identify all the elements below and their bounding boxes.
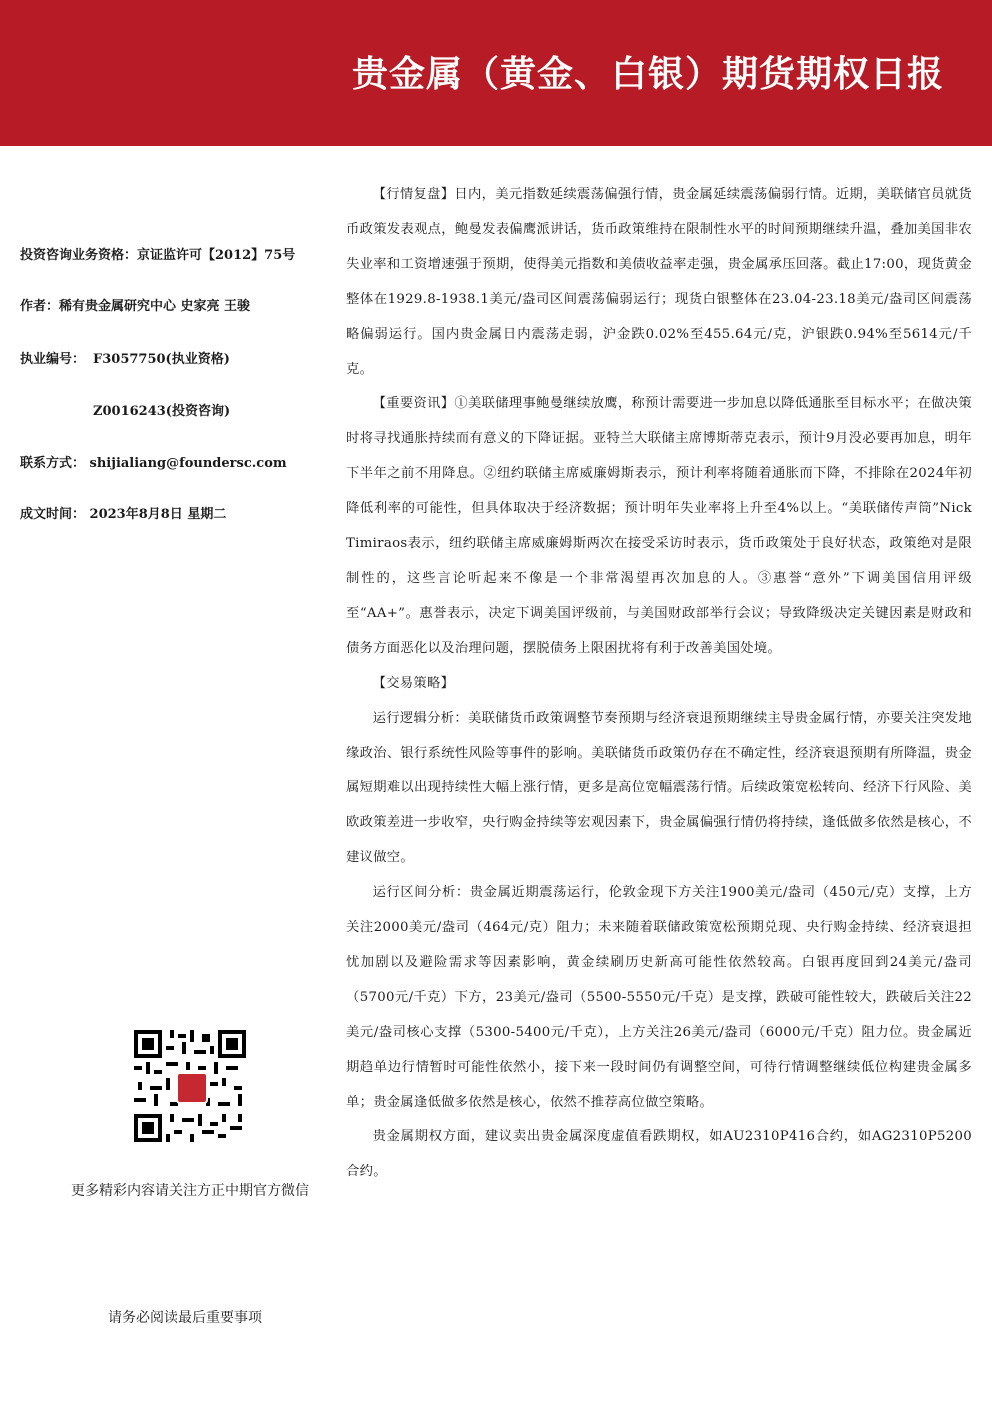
license-label: 执业编号：	[20, 352, 86, 367]
important-news-paragraph: 【重要资讯】①美联储理事鲍曼继续放鹰，称预计需要进一步加息以降低通胀至目标水平；在做决策时将寻找通胀持续而有意义的下降证据。亚特兰大联储主席博斯蒂克表示，预计9月没必要再加息，明年下半年之前不用降息。②纽约联储主席威廉姆斯表示，预计利率将随着通胀而下降，不排除在2024年初降低利率的可能性，但具体取决于经济数据；预计明年失业率将上升至4%以上。“美联储传声筒”Nick Timiraos表示，纽约联储主席威廉姆斯两次在接受采访时表示，货币政策处于良好状态，政策绝对是限制性的，这些言论听起来不像是一个非常渴望再次加息的人。③惠誉“意外”下调美国信用评级至“AA+”。惠誉表示，决定下调美国评级前，与美国财政部举行会议；导致降级决定关键因素是财政和债务方面恶化以及治理问题，摆脱债务上限困扰将有利于改善美国处境。	[346, 396, 972, 656]
logic-analysis-paragraph: 运行逻辑分析：美联储货币政策调整节奏预期与经济衰退预期继续主导贵金属行情，亦要关注突发地缘政治、银行系统性风险等事件的影响。美联储货币政策仍存在不确定性，经济衰退预期有所降温，贵金属短期难以出现持续性大幅上涨行情，更多是高位宽幅震荡行情。后续政策宽松转向、经济下行风险、美欧政策差进一步收窄，央行购金持续等宏观因素下，贵金属偏强行情仍将持续，逢低做多依然是核心，不建议做空。	[346, 710, 972, 866]
contact-line: 联系方式： shijialiang@foundersc.com	[20, 456, 287, 471]
wechat-qr-code	[134, 1030, 246, 1142]
options-paragraph: 贵金属期权方面，建议卖出贵金属深度虚值看跌期权，如AU2310P416合约，如AG2310P5200合约。	[346, 1129, 972, 1180]
author-line: 作者：稀有贵金属研究中心 史家亮 王骏	[20, 299, 251, 314]
range-analysis-paragraph: 运行区间分析：贵金属近期震荡运行，伦敦金现下方关注1900美元/盎司（450元/克）支撑，上方关注2000美元/盎司（464元/克）阻力；未来随着联储政策宽松预期兑现、央行购金持续、经济衰退担忧加剧以及避险需求等因素影响，黄金续刷历史新高可能性依然较高。白银再度回到24美元/盎司（5700元/千克）下方，23美元/盎司（5500-5550元/千克）是支撑，跌破可能性较大，跌破后关注22美元/盎司核心支撑（5300-5400元/千克），上方关注26美元/盎司（6000元/千克）阻力位。贵金属近期趋单边行情暂时可能性依然小，接下来一段时间仍有调整空间，可待行情调整继续低位构建贵金属多单；贵金属逢低做多依然是核心，依然不推荐高位做空策略。	[346, 885, 972, 1110]
brand-logo-icon	[176, 1072, 208, 1104]
market-review-paragraph: 【行情复盘】日内，美元指数延续震荡偏强行情，贵金属延续震荡偏弱行情。近期，美联储官员就货币政策发表观点，鲍曼发表偏鹰派讲话，货币政策维持在限制性水平的时间预期继续升温，叠加美国非农失业率和工资增速强于预期，使得美元指数和美债收益率走强，贵金属承压回落。截止17:00，现货黄金整体在1929.8-1938.1美元/盎司区间震荡偏弱运行；现货白银整体在23.04-23.18美元/盎司区间震荡略偏弱运行。国内贵金属日内震荡走弱，沪金跌0.02%至455.64元/克，沪银跌0.94%至5614元/千克。	[346, 187, 972, 377]
qualification-line: 投资咨询业务资格：京证监许可【2012】75号	[20, 248, 296, 263]
report-title: 贵金属（黄金、白银）期货期权日报	[351, 54, 944, 95]
report-body	[346, 178, 972, 1190]
qr-caption: 更多精彩内容请关注方正中期官方微信	[71, 1183, 309, 1199]
license-number-2: Z0016243(投资咨询)	[93, 404, 231, 419]
report-header	[0, 0, 992, 146]
license-number-1: F3057750(执业资格)	[93, 352, 230, 367]
strategy-heading: 【交易策略】	[372, 675, 455, 691]
important-notice: 请务必阅读最后重要事项	[108, 1310, 262, 1326]
date-line: 成文时间： 2023年8月8日 星期二	[20, 507, 227, 522]
